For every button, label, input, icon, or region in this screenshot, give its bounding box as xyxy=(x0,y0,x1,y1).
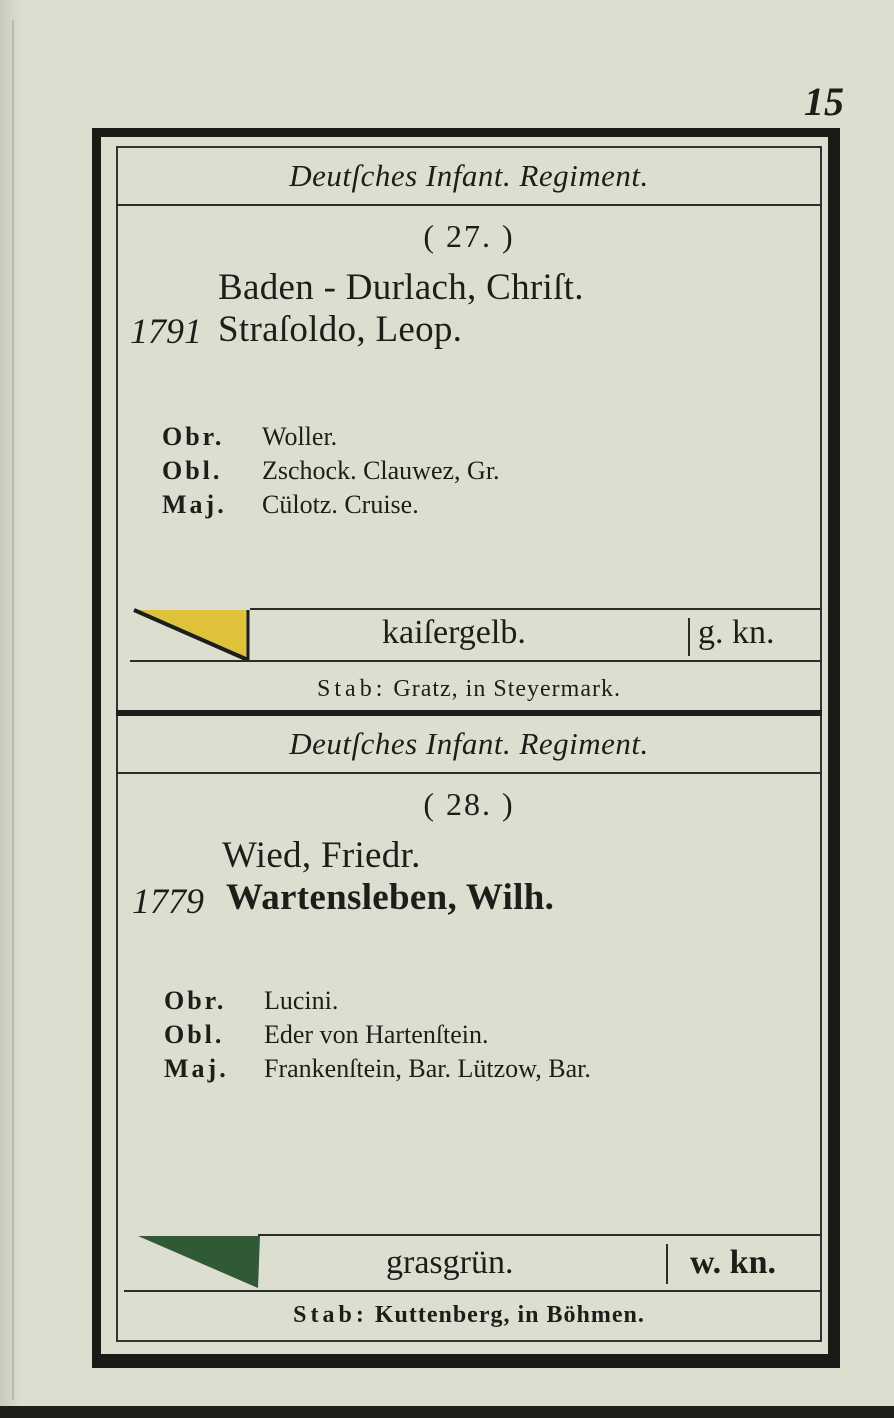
gutter-line xyxy=(12,20,14,1400)
divider xyxy=(250,608,822,610)
officer-names: Cülotz. Cruise. xyxy=(262,490,419,519)
regiment-header: Deutſches Infant. Regiment. xyxy=(289,726,649,761)
second-owner-name: Straſoldo, Leop. xyxy=(218,309,463,350)
facing-colour: grasgrün. xyxy=(386,1244,514,1281)
stab-location: Kuttenberg, in Böhmen. xyxy=(374,1302,645,1328)
page-gutter xyxy=(0,0,22,1418)
owner-year: 1791 xyxy=(130,311,202,351)
officer-names: Woller. xyxy=(262,422,338,451)
officer-row-obl xyxy=(164,1020,489,1050)
officer-row-obl xyxy=(162,456,500,486)
officer-names: Lucini. xyxy=(264,986,339,1015)
section-divider xyxy=(116,710,822,716)
rank-label: Obl. xyxy=(162,456,223,485)
officer-row-obr xyxy=(162,422,337,452)
divider xyxy=(116,204,822,206)
owner-year: 1779 xyxy=(132,881,204,921)
officer-names: Frankenſtein, Bar. Lützow, Bar. xyxy=(264,1054,591,1083)
rank-label: Obr. xyxy=(162,422,225,451)
rank-label: Obl. xyxy=(164,1020,225,1049)
column-divider xyxy=(666,1244,668,1284)
button-type: g. kn. xyxy=(698,614,775,651)
officer-row-obr xyxy=(164,986,338,1016)
facing-swatch xyxy=(134,1226,266,1292)
officer-names: Eder von Hartenſtein. xyxy=(264,1020,489,1049)
second-owner-name: Wartensleben, Wilh. xyxy=(226,877,555,918)
stab-label: Stab: xyxy=(293,1302,368,1328)
regiment-number: ( 27. ) xyxy=(423,218,515,254)
divider xyxy=(116,772,822,774)
rank-label: Maj. xyxy=(164,1054,229,1083)
owner-name: Wied, Friedr. xyxy=(222,835,421,876)
divider xyxy=(124,1290,822,1292)
officer-row-maj xyxy=(162,490,419,520)
officer-names: Zschock. Clauwez, Gr. xyxy=(262,456,500,485)
page-number: 15 xyxy=(804,79,844,124)
officer-row-maj xyxy=(164,1054,591,1084)
column-divider xyxy=(688,618,690,656)
facing-colour: kaiſergelb. xyxy=(382,614,526,651)
page-bottom-edge xyxy=(0,1406,894,1418)
facing-swatch xyxy=(130,604,254,664)
divider xyxy=(130,660,822,662)
button-type: w. kn. xyxy=(690,1244,776,1281)
regiment-header: Deutſches Infant. Regiment. xyxy=(289,158,649,193)
stab-location: Gratz, in Steyermark. xyxy=(393,676,621,702)
owner-name: Baden - Durlach, Chriſt. xyxy=(218,267,584,308)
stab-line xyxy=(116,1302,822,1329)
rank-label: Obr. xyxy=(164,986,227,1015)
rank-label: Maj. xyxy=(162,490,227,519)
stab-label: Stab: xyxy=(317,676,387,702)
stab-line xyxy=(116,676,822,703)
divider xyxy=(258,1234,822,1236)
regiment-number: ( 28. ) xyxy=(423,786,515,822)
